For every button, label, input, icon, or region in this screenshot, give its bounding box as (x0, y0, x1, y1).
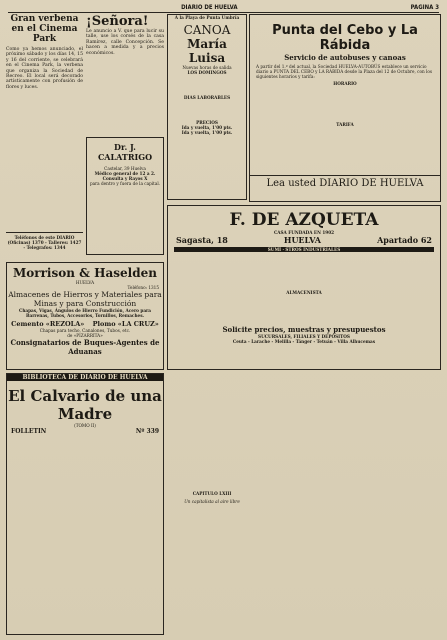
folletin-top: BIBLIOTECA DE DIARIO DE HUELVA (7, 374, 163, 381)
morrison-footer: Consignatarios de Buques-Agentes de Aduanas (10, 338, 160, 356)
azqueta-sub: CASA FUNDADA EN 1902 (273, 230, 335, 235)
header-center: DIARIO DE HUELVA (181, 4, 238, 11)
canoa-line-6: Ida y vuelta, 1'00 pts. (181, 125, 233, 130)
doctor-line-2: Médico general de 12 a 2. (94, 171, 156, 176)
morrison-ad (6, 262, 164, 370)
azqueta-po-box: Apartado 62 (377, 235, 432, 245)
senora-ad (86, 14, 164, 134)
chapter-heading: CAPITULO LXIII (192, 491, 232, 496)
doctor-line-1: Castelar, 39 Huelva (104, 166, 146, 171)
punta-title: Punta del Cebo y La Rábida (272, 23, 418, 53)
azqueta-address: Sagasta, 18 (176, 235, 228, 245)
canoa-line-7: Ida y vuelta, 1'00 pts. (181, 130, 233, 135)
page-header (8, 4, 439, 13)
canoa-line-2: Nuevas horas de salida (182, 65, 232, 70)
azqueta-heading-2: ALMACENISTA (286, 290, 322, 295)
morrison-sub: HUELVA (75, 280, 95, 285)
folletin-tomo: (TOMO II) (74, 423, 96, 428)
canoa-line-3: LOS DOMINGOS (187, 70, 227, 75)
azqueta-city: HUELVA (283, 235, 321, 245)
phone-note: Teléfonos de este DIARIO (Oficinas) 1370 - Talleres: 1427 - Telegrafos: 1344 (6, 232, 83, 250)
product-cement: Cemento «REZOLA» (11, 320, 85, 328)
punta-ad (249, 14, 441, 202)
folletin-label: FOLLETIN (11, 428, 47, 435)
senora-title: ¡Señora! (86, 14, 149, 29)
punta-tarifa: TARIFA (336, 122, 354, 127)
canoa-line-5: PRECIOS (196, 120, 218, 125)
canoa-name: María Luisa (187, 37, 227, 65)
morrison-body: Chapas, Vigas, Ángulos de Hierro Fundición, Acero para Barrenas, Tubos, Accesorios, Tornillos, Remaches. (19, 308, 151, 318)
folletin-title: El Calvario de una Madre (8, 387, 162, 423)
folletin (6, 373, 164, 635)
canoa-line-1: A la Playa de Punta Umbría (174, 15, 240, 20)
product-lead: Plomo «LA CRUZ» (92, 320, 159, 328)
text-columns (167, 373, 441, 635)
chapter-title: Un capitalista al aire libre (184, 499, 240, 504)
azqueta-footer-3: Ceuta - Larache - Melilla - Tánger - Tetuán - Villa Alhucemas (232, 339, 376, 344)
doctor-ad (86, 137, 164, 255)
verbena-body: Como ya hemos anunciado, el próximo sábado y los días 14, 15 y 16 del corriente, se celebrará en el Cinema Park, la verbena que organiza la Sociedad de Recreo. El local será decorado artísticamente con profusión de flores y luces. (6, 47, 83, 90)
senora-body: Le anuncio a V. que para lucir su talle, use los corsés de la casa Ramírez, calle Concepción. Se hacen a medida y a precios económicos. (86, 29, 164, 56)
azqueta-title: F. DE AZQUETA (229, 210, 379, 230)
folletin-label-row (7, 428, 163, 435)
punta-footer: Lea usted DIARIO DE HUELVA (250, 175, 440, 189)
morrison-title: Morrison & Haselden (13, 266, 157, 280)
punta-subtitle: Servicio de autobuses y canoas (284, 53, 406, 62)
morrison-heading-2: Chapas para techo, Canalones, Tubos, etc. (39, 328, 131, 333)
verbena-title: Gran verbena en el Cinema Park (10, 14, 79, 44)
morrison-products (7, 320, 163, 328)
morrison-phone: Teléfono: 1315 (127, 285, 159, 290)
column-1 (6, 14, 83, 258)
azqueta-footer-2: SUCURSALES, FILIALES Y DEPÓSITOS (258, 334, 350, 339)
header-right: PAGINA 3 (410, 4, 439, 11)
azqueta-address-row (168, 235, 440, 245)
doctor-title: Dr. J. CALATRIGO (97, 142, 153, 162)
doctor-line-3: Consulta y Rayos X (102, 176, 148, 181)
verbena-filler (6, 92, 83, 232)
azqueta-footer: Solicite precios, muestras y presupuestos (222, 325, 386, 334)
punta-horario: HORARIO (333, 81, 357, 86)
morrison-heading: Almacenes de Hierros y Materiales para Minas y para Construcción (8, 290, 162, 308)
punta-body: A partir del 1.º del actual, la Sociedad HUELVA-AUTOBÚS establece un servicio diario a PUNTA DEL CEBO y LA RÁBIDA desde la Plaza del 12 de Octubre, con los siguientes horarios y tarifa: (256, 64, 433, 79)
azqueta-heading-1: SUMI · STROS INDUSTRIALES (174, 247, 434, 252)
canoa-ad (167, 14, 247, 200)
canoa-line-4: DIAS LABORABLES (183, 95, 231, 100)
folletin-number: Nº 339 (135, 428, 159, 435)
doctor-line-4: para dentro y fuera de la capital. (89, 181, 161, 186)
morrison-heading-3: de «PIZARRITA» (67, 333, 103, 338)
canoa-title: CANOA (183, 23, 231, 37)
azqueta-ad (167, 205, 441, 370)
